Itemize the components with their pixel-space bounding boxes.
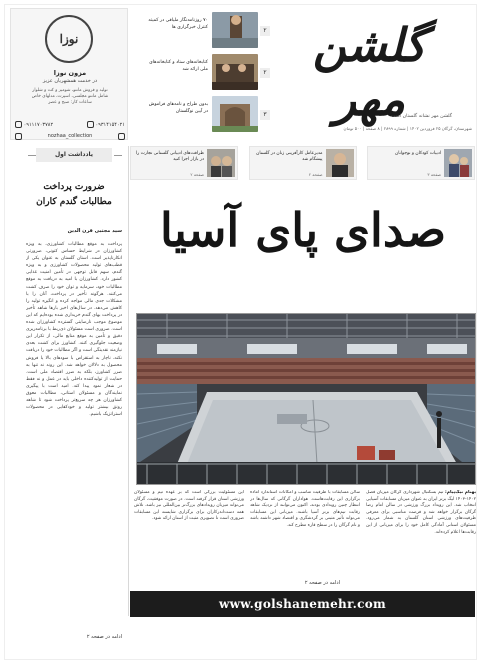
advert-instagram: [15, 133, 125, 140]
story-column: این مسئولیت بزرگی است که بر عهده تیم و مسئولان ورزشی استان قرار گرفته است. در صورت موفقیت، گرگان می‌تواند میزبان رویدادهای بزرگ‌تر بین‌المللی نیز باشد. تلاش همه دست‌اندرکاران برای برگزاری شایسته این مسابقات ضروری است تا تصویری مثبت از استان ارائه شود.: [134, 490, 244, 522]
masthead: [282, 14, 457, 124]
advert-name: مزون نوزا: [53, 69, 87, 77]
phone-row: [15, 121, 53, 128]
advert-phones: [15, 121, 125, 128]
opinion-column: [26, 146, 124, 646]
advert-subtitle: در خدمت همشهریان عزیز: [42, 78, 98, 84]
news-strip-text: مدیرعامل کارآفرینی زنان در گلستان پیشگام شد: [256, 151, 323, 163]
column-badge: یادداشت اول: [36, 148, 112, 162]
advert-instagram-handle: nozhaa_collection: [47, 133, 93, 139]
teaser-photo: [212, 96, 258, 132]
masthead-tagline: گلشن مهر نشانه گلستان است: [391, 114, 452, 119]
news-strip-item[interactable]: [130, 146, 238, 180]
teaser-list: [148, 12, 272, 138]
footer-website[interactable]: www.golshanemehr.com: [130, 591, 475, 617]
news-strip-item[interactable]: [367, 146, 475, 180]
teaser-photo: [212, 12, 258, 48]
advert-line: شامل مانتو مجلسی، اسپرت، مدلهای خاص: [31, 94, 109, 99]
news-strip-page: صفحه ۳: [427, 172, 441, 177]
news-strip-text: ادبیات کودکان و نوجوانان: [395, 151, 441, 156]
column-continued[interactable]: ادامه در صفحه ۲: [86, 634, 122, 640]
news-strip-item[interactable]: [249, 146, 357, 180]
news-strip-text: ظرافت‌های ادبیاتی گلستانی تجارت را در بازار اجرا کنید: [135, 151, 204, 163]
story-column: سالن مسابقات با ظرفیت مناسب و امکانات استاندارد آماده برگزاری این رقابت‌هاست. هواداران گرگانی که سال‌ها در انتظار چنین رویدادی بودند، اکنون می‌توانند از نزدیک شاهد رقابت تیم‌های برتر آسیا باشند. میزبانی این مسابقات می‌تواند تأثیر مثبتی بر گردشگری و اقتصاد شهر داشته باشد و نام گرگان را در سطح قاره مطرح کند.: [250, 490, 360, 528]
teaser-item[interactable]: [148, 96, 272, 136]
column-title[interactable]: ضرورت پرداخت مطالبات گندم کاران: [36, 182, 112, 207]
teaser-photo: [212, 54, 258, 90]
news-strip-photo: [444, 149, 472, 177]
column-body: پرداخت به موقع مطالبات کشاورزی، به ویژه کشاورزان در شرایط حساس کنونی، ضرورتی انکارناپذیر است. استان گلستان به عنوان یکی از قطب‌های تولید محصولات کشاورزی و به ویژه گندم، سهم قابل توجهی در تأمین امنیت غذایی کشور دارد. کشاورزان با امید به دریافت به موقع مطالبات خود، سرمایه و توان خود را صرف کشت می‌کنند. هرگونه تأخیر در پرداخت، آنان را با مشکلات جدی مالی مواجه کرده و انگیزه تولید را کاهش می‌دهد. در سال‌های اخیر بارها شاهد تأخیر در پرداخت بهای گندم خریداری شده بوده‌ایم که این موضوع موجب نارضایتی گسترده کشاورزان شده است. ضروری است مسئولان ذی‌ربط با برنامه‌ریزی دقیق و تأمین به موقع منابع مالی، از تکرار این وضعیت جلوگیری کنند. کشاورز برای کشت بعدی نیازمند نقدینگی است و اگر مطالبات خود را دریافت نکند، ناچار به استقراض با سودهای بالا یا فروش محصول به دلالان خواهد شد. این روند نه تنها به ضرر کشاورز، بلکه به ضرر اقتصاد ملی است. حمایت از تولیدکننده داخلی باید در عمل و نه فقط در شعار نمود پیدا کند. امید است با پیگیری نمایندگان و مسئولان استانی، مطالبات معوق کشاورزان هر چه سریع‌تر پرداخت شود تا شاهد رونق بیشتر تولید و خودکفایی در محصولات استراتژیک باشیم.: [26, 242, 122, 418]
news-strip-photo: [207, 149, 235, 177]
teaser-item[interactable]: [148, 54, 272, 94]
teaser-text: کتابخانه‌های ستاد و کتابخانه‌های ملی ارائه شد: [149, 60, 208, 72]
advert-lines: [15, 88, 125, 106]
advert-box: [10, 8, 128, 140]
header: [0, 0, 481, 145]
teaser-text: ۷۰ روزنامه‌نگار ملیاقی در کمیته کنترل خبرگزاری ها: [148, 18, 208, 30]
main-headline[interactable]: صدای پای آسیا: [159, 203, 447, 257]
issue-info: شهرستان، گرگان ۲۵ فروردین ۱۴۰۲ | شماره ۲۸۹۹ | ۸ صفحه | ۵۰۰ تومان: [343, 126, 472, 131]
instagram-icon: [15, 133, 22, 140]
advert-logo: [45, 15, 93, 63]
teaser-page-number: ۲: [260, 26, 270, 36]
phone-icon: [87, 121, 94, 128]
column-author: سید مجتبی قرن الدین: [67, 228, 122, 234]
advert-brand: نوزا: [59, 32, 79, 46]
advert-phone: ۰۹۳۱۴۱۵۴۰۲۱: [95, 122, 125, 128]
column-rule: [128, 146, 129, 616]
story-lead: بهنام نیک‌پیام:: [445, 490, 476, 495]
advert-line: ساعات کار: صبح و عصر: [48, 100, 92, 105]
teaser-page-number: ۲: [260, 68, 270, 78]
story-text: تیم بسکتبال شهرداری گرگان میزبان فصل ۱۴۰۲-۱۴۰۳ لیگ برتر ایران به عنوان میزبان مسابقات آسیایی انتخاب شد. این رویداد بزرگ ورزشی در سالن امام رضا گرگان برگزار خواهد شد و فرصت مناسبی برای معرفی ظرفیت‌های ورزشی استان گلستان به شمار می‌رود. مسئولان استانی آمادگی کامل خود را برای میزبانی از این رقابت‌ها اعلام کرده‌اند.: [366, 490, 476, 535]
lead-story: [134, 490, 476, 578]
news-strip-page: صفحه ۲: [190, 172, 204, 177]
teaser-text: بدون طراح و نامه‌های فراموش در آیین نوگلستان: [148, 102, 208, 114]
arena-illustration: [137, 314, 476, 485]
instagram-icon: [118, 133, 125, 140]
column-divider: [28, 155, 36, 156]
column-divider: [114, 155, 122, 156]
story-continued[interactable]: ادامه در صفحه ۲: [304, 580, 340, 586]
advert-phone: ۰۹۱۱۱۷۰۳۷۸۲: [23, 122, 54, 128]
phone-row: [87, 121, 125, 128]
teaser-page-number: ۳: [260, 110, 270, 120]
arena-photo: [136, 313, 476, 485]
news-strip-photo: [326, 149, 354, 177]
story-column: [366, 490, 476, 578]
advert-line: تولید و فروش مانتو، شومیز و کت و شلوار: [32, 88, 108, 93]
teaser-item[interactable]: [148, 12, 272, 52]
whatsapp-icon: [15, 121, 22, 128]
masthead-logo[interactable]: گلشن مهر: [312, 18, 427, 126]
news-strip: [130, 146, 475, 182]
news-strip-page: صفحه ۲: [308, 172, 323, 177]
